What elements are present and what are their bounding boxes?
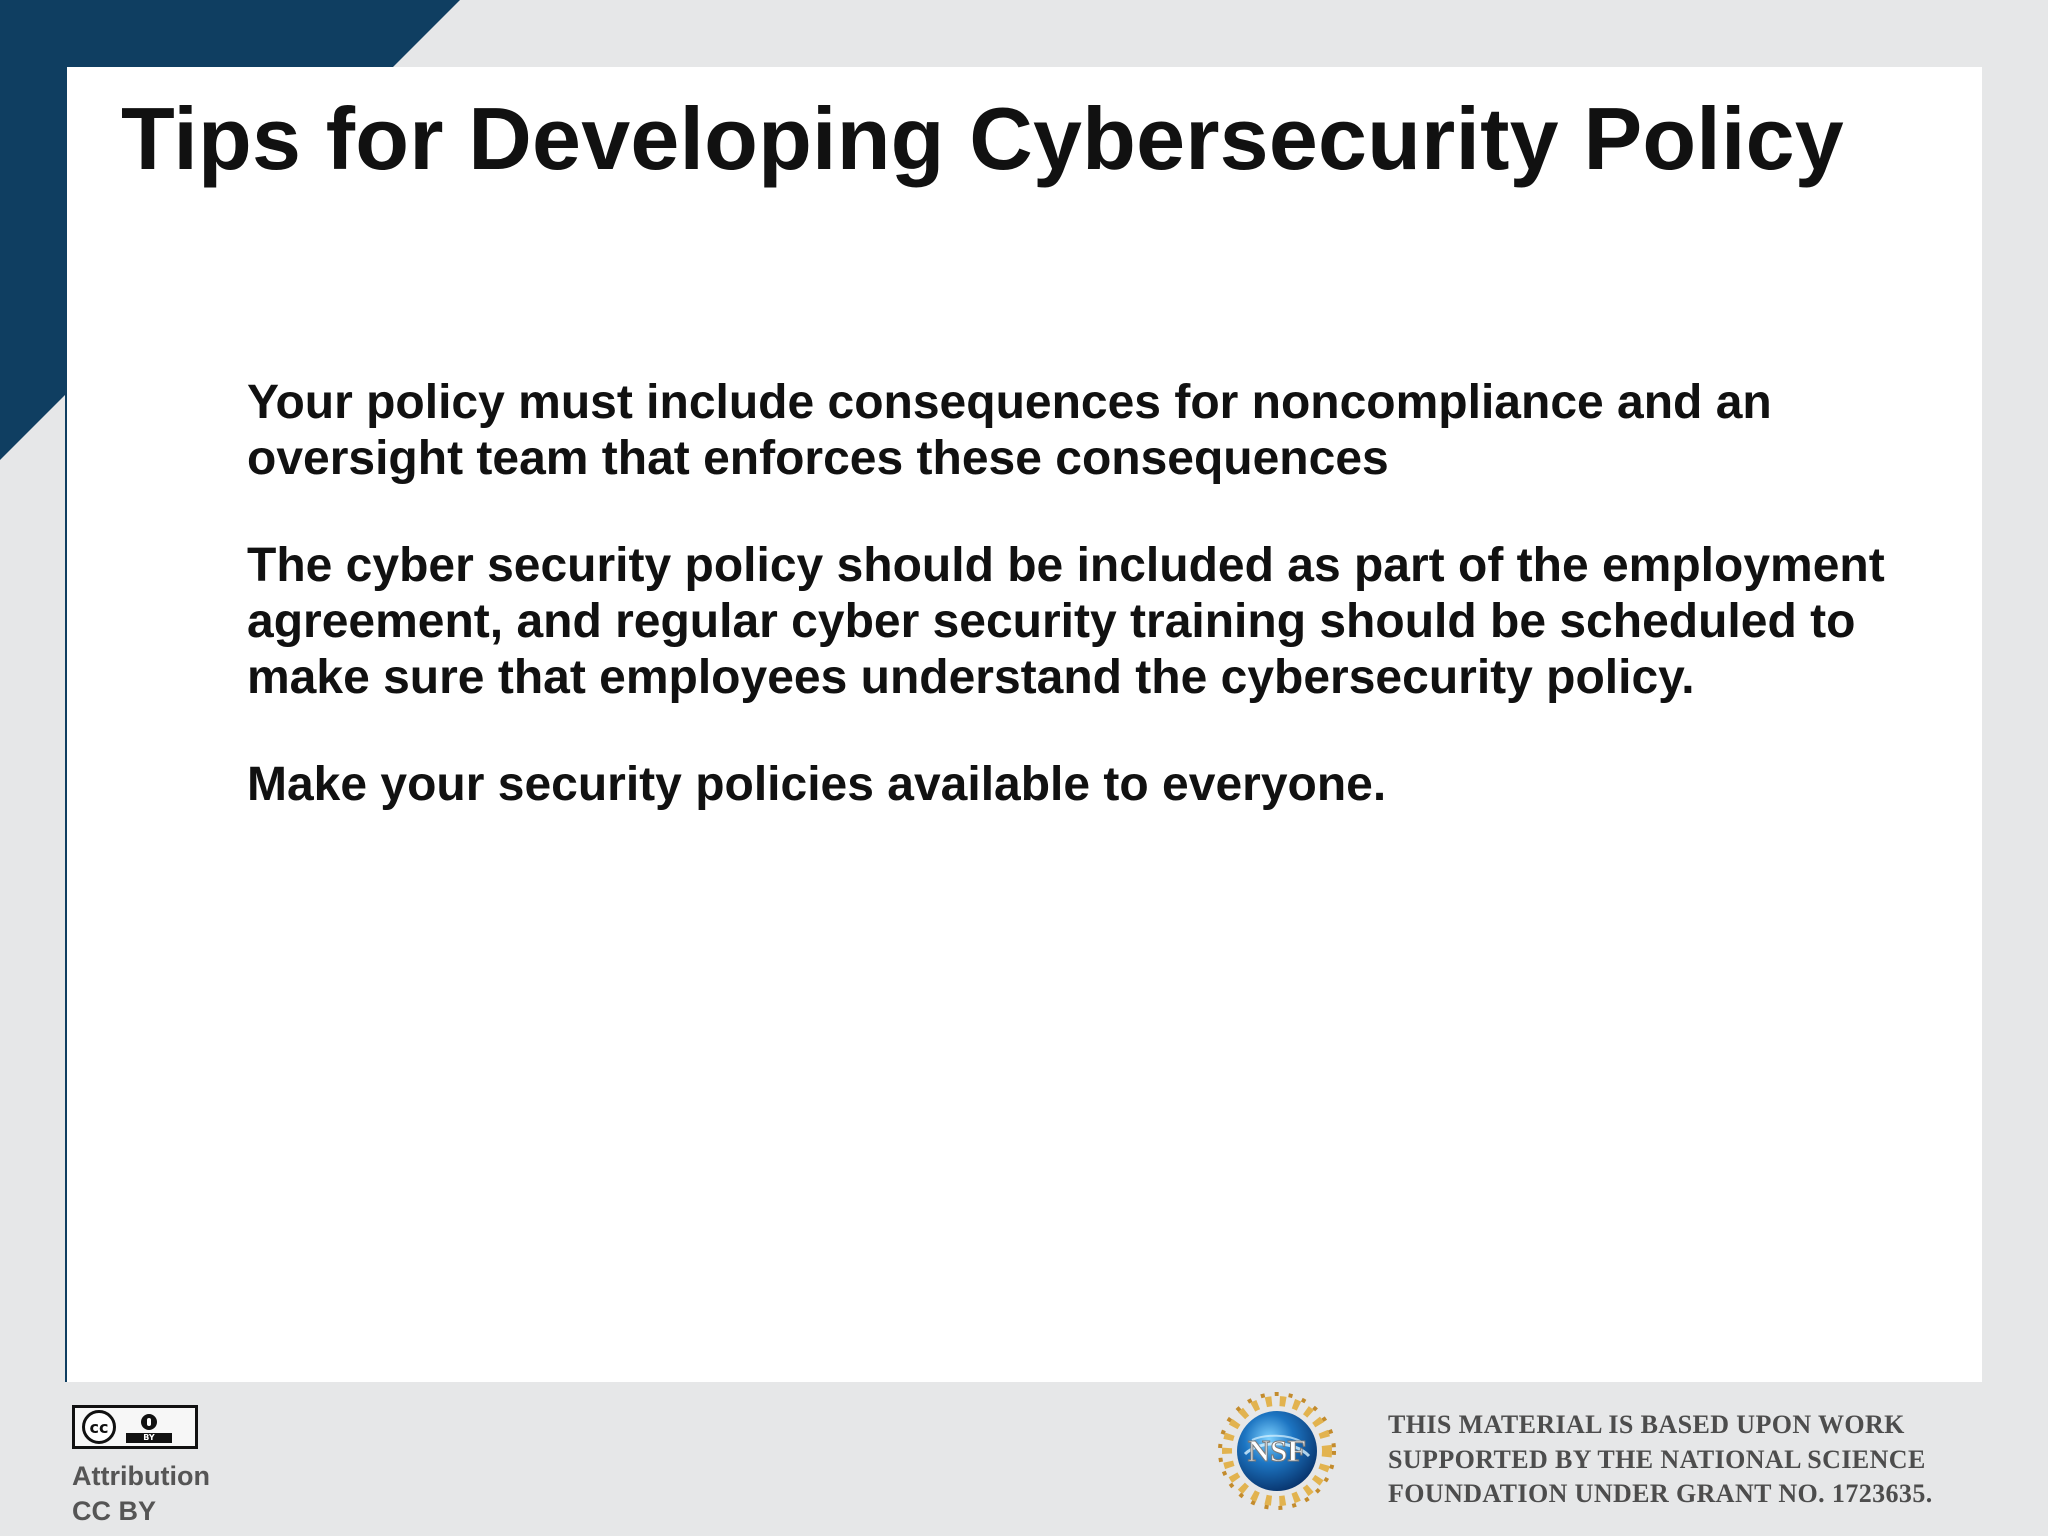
tip-paragraph-2: The cyber security policy should be included as part of the employment agreement, and regular cyber security training should be scheduled to make sure that employees understand the cybersecurity policy. (247, 539, 1885, 704)
creative-commons-mark: cc (89, 1417, 109, 1437)
slide-body (247, 375, 1887, 865)
footer (0, 1382, 2048, 1536)
attribution-label: BY (126, 1433, 172, 1443)
nsf-logo-text: NSF (1247, 1433, 1307, 1468)
attribution-person-icon (141, 1414, 157, 1430)
slide-title: Tips for Developing Cybersecurity Policy (121, 89, 1844, 188)
tip-paragraph-3: Make your security policies available to everyone. (247, 758, 1387, 812)
nsf-logo-icon (1214, 1388, 1340, 1514)
license-line-2: CC BY (72, 1496, 157, 1527)
creative-commons-icon (82, 1410, 116, 1444)
content-panel (65, 67, 1982, 1382)
creative-commons-by-icon (72, 1405, 198, 1449)
license-line-1: Attribution (72, 1461, 210, 1491)
attribution-icon (126, 1413, 172, 1441)
tip-paragraph-1: Your policy must include consequences for noncompliance and an oversight team that enforces these consequences (247, 376, 1772, 485)
license-text (72, 1459, 210, 1529)
nsf-grant-note: THIS MATERIAL IS BASED UPON WORK SUPPORTED BY THE NATIONAL SCIENCE FOUNDATION UNDER GRANT NO. 1723635. (1388, 1410, 1933, 1509)
